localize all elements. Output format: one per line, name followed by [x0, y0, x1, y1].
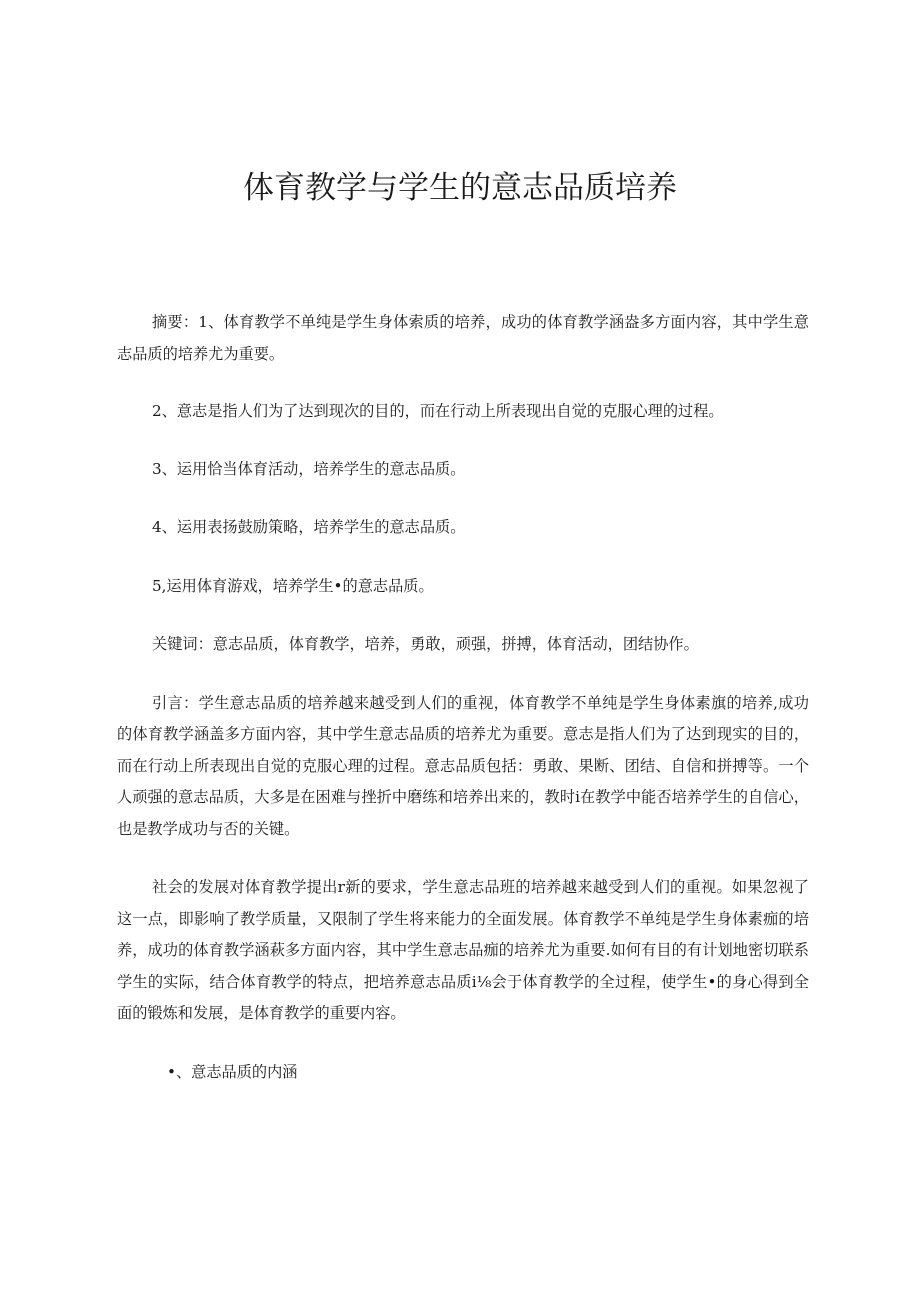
keywords: 关键词：意志品质，体育教学，培养，勇敢，顽强，拼搏，体育活动，团结协作。 — [152, 635, 699, 653]
document-body — [117, 307, 809, 1088]
abstract-item-5: 5,运用体育游戏，培养学生•的意志品质。 — [152, 576, 434, 595]
introduction-paragraph: 引言：学生意志品质的培养越来越受到人们的重视，体育教学不单纯是学生身体素旗的培养,成功的体育教学涵盖多方面内容，其中学生意志品质的培养尤为重要。意志是指人们为了达到现实的目的，而在行动上所表现出自觉的克服心理的过程。意志品质包括：勇敢、果断、团结、自信和拼搏等。一个人顽强的意志品质，大多是在困难与挫折中磨练和培养出来的，教时i在教学中能否培养学生的自信心，也是教学成功与否的关键。 — [117, 693, 809, 838]
abstract-item-2: 2、意志是指人们为了达到现次的目的，而在行动上所表现出自觉的克服心理的过程。 — [152, 402, 724, 420]
abstract-item-1: 摘要：1、体育教学不单纯是学生身体索质的培养，成功的体育教学涵盎多方面内容，其中学生意志品质的培养尤为重要。 — [117, 313, 809, 363]
body-paragraph: 社会的发展对体育教学提出r新的要求，学生意志品班的培养越来越受到人们的重视。如果忽视了这一点，即影响了教学质量，又限制了学生将来能力的全面发展。体育教学不单纯是学生身体素痂的培养，成功的体育教学涵萩多方面内容，其中学生意志品痂的培养尤为重要.如何有目的有计划地密切联系学生的实际，结合体育教学的特点，把培养意志品质i⅛会于体育教学的全过程，使学生•的身心得到全面的锻炼和发展，是体育教学的重要内容。 — [117, 878, 809, 1022]
document-title: 体育教学与学生的意志品质培养 — [243, 170, 677, 206]
section-heading: •、意志品质的内涵 — [167, 1062, 298, 1081]
abstract-item-3: 3、运用恰当体育活动，培养学生的意志品质。 — [152, 459, 466, 478]
abstract-item-4: 4、运用表扬鼓励策略，培养学生的意志品质。 — [152, 518, 466, 536]
